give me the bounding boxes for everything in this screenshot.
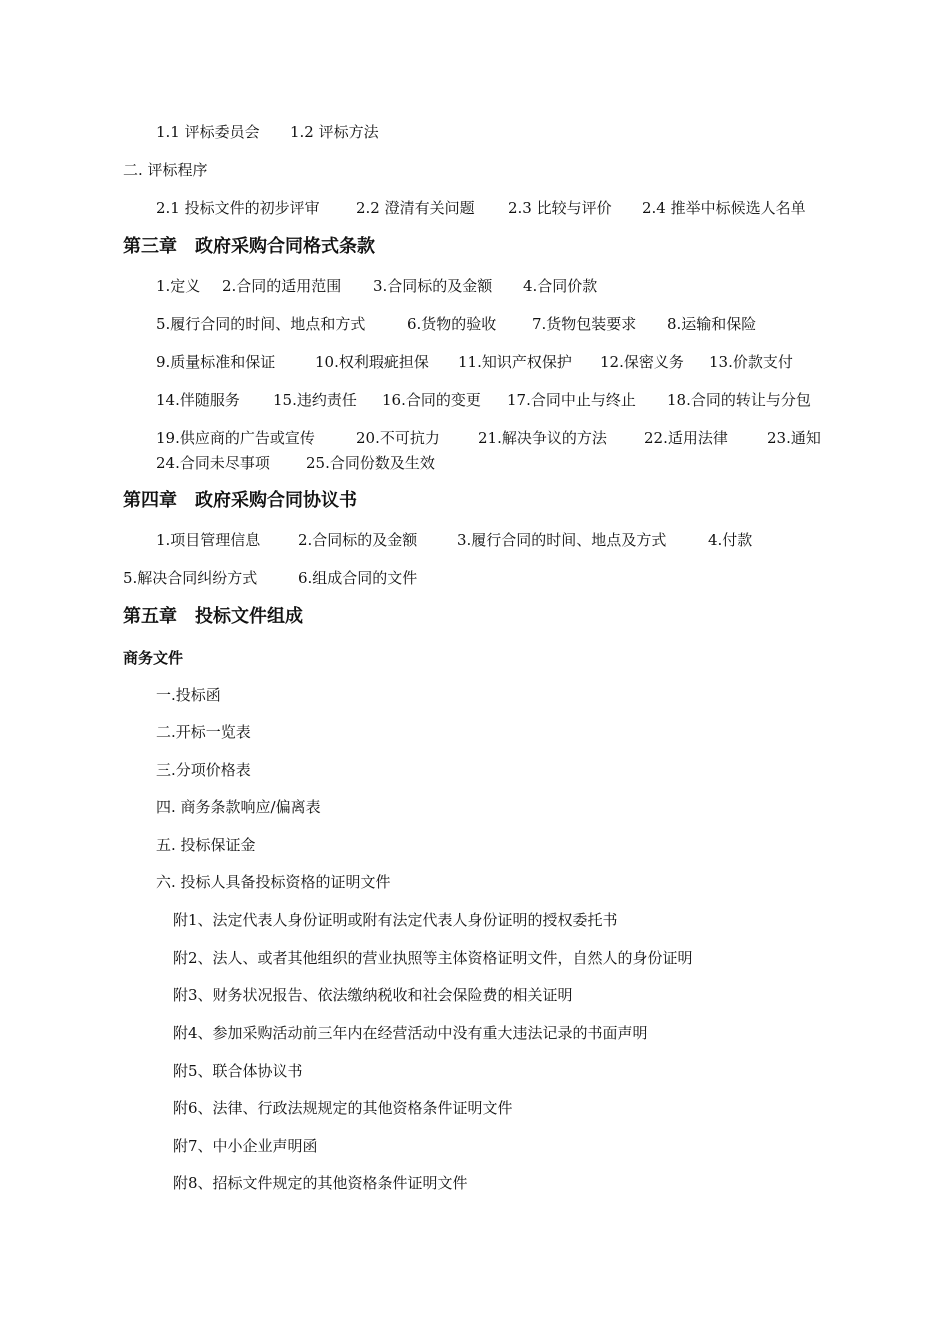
ch4-item: 6.组成合同的文件: [298, 569, 418, 587]
ch3-item: 15.违约责任: [273, 391, 357, 409]
ch3-item: 3.合同标的及金额: [373, 277, 493, 295]
ch3-item: 18.合同的转让与分包: [667, 391, 811, 409]
ch3-item: 2.合同的适用范围: [222, 277, 342, 295]
ch3-item: 6.货物的验收: [407, 315, 497, 333]
ch4-item: 4.付款: [708, 531, 753, 549]
ch5-item: 二.开标一览表: [156, 723, 251, 741]
sec1-item: 1.1 评标委员会: [156, 123, 260, 141]
ch4-item: 1.项目管理信息: [156, 531, 261, 549]
ch3-row: [156, 390, 811, 410]
ch3-item: 19.供应商的广告或宣传: [156, 429, 315, 447]
ch3-item: 13.价款支付: [709, 353, 793, 371]
ch4-row: [123, 568, 417, 588]
ch3-row: [156, 276, 597, 296]
ch5-item: 一.投标函: [156, 686, 221, 704]
ch3-row: [156, 428, 821, 448]
ch3-row: [156, 453, 435, 473]
ch3-item: 12.保密义务: [600, 353, 684, 371]
ch5-item: 三.分项价格表: [156, 761, 251, 779]
ch3-item: 20.不可抗力: [356, 429, 440, 447]
chapter-5-title: 第五章 投标文件组成: [123, 606, 303, 627]
sec2-item: 2.4 推举中标候选人名单: [642, 199, 806, 217]
attachment-item: 附3、财务状况报告、依法缴纳税收和社会保险费的相关证明: [173, 986, 573, 1004]
sec1-item: 1.2 评标方法: [290, 123, 379, 141]
ch4-item: 3.履行合同的时间、地点及方式: [457, 531, 667, 549]
ch3-row: [156, 314, 756, 334]
ch3-item: 24.合同未尽事项: [156, 454, 270, 472]
attachment-item: 附1、法定代表人身份证明或附有法定代表人身份证明的授权委托书: [173, 911, 618, 929]
ch3-item: 4.合同价款: [523, 277, 598, 295]
attachment-item: 附8、招标文件规定的其他资格条件证明文件: [173, 1174, 468, 1192]
ch3-item: 21.解决争议的方法: [478, 429, 607, 447]
ch3-item: 22.适用法律: [644, 429, 728, 447]
ch3-item: 8.运输和保险: [667, 315, 757, 333]
ch5-item: 四. 商务条款响应/偏离表: [156, 798, 321, 816]
ch3-item: 16.合同的变更: [382, 391, 481, 409]
ch3-item: 1.定义: [156, 277, 201, 295]
sec2-item: 2.3 比较与评价: [508, 199, 612, 217]
ch3-item: 25.合同份数及生效: [306, 454, 435, 472]
ch3-item: 17.合同中止与终止: [507, 391, 636, 409]
ch3-item: 23.通知: [767, 429, 821, 447]
attachment-item: 附7、中小企业声明函: [173, 1137, 318, 1155]
sec2-title: 二. 评标程序: [123, 161, 208, 179]
ch3-item: 7.货物包装要求: [532, 315, 637, 333]
business-docs-subtitle: 商务文件: [123, 649, 184, 667]
ch4-row: [156, 530, 752, 550]
attachment-item: 附5、联合体协议书: [173, 1062, 303, 1080]
ch5-item: 六. 投标人具备投标资格的证明文件: [156, 873, 391, 891]
sec2-item: 2.1 投标文件的初步评审: [156, 199, 320, 217]
ch3-item: 10.权利瑕疵担保: [315, 353, 429, 371]
ch4-item: 2.合同标的及金额: [298, 531, 418, 549]
ch3-item: 14.伴随服务: [156, 391, 240, 409]
chapter-4-title: 第四章 政府采购合同协议书: [123, 490, 357, 511]
sec1-items-line: [156, 122, 379, 142]
ch5-item: 五. 投标保证金: [156, 836, 256, 854]
ch3-item: 9.质量标准和保证: [156, 353, 276, 371]
sec2-items-line: [156, 198, 806, 218]
attachment-item: 附2、法人、或者其他组织的营业执照等主体资格证明文件，自然人的身份证明: [173, 949, 693, 967]
chapter-3-title: 第三章 政府采购合同格式条款: [123, 236, 375, 257]
attachment-item: 附6、法律、行政法规规定的其他资格条件证明文件: [173, 1099, 513, 1117]
ch4-item: 5.解决合同纠纷方式: [123, 569, 258, 587]
ch3-item: 5.履行合同的时间、地点和方式: [156, 315, 366, 333]
sec2-item: 2.2 澄清有关问题: [356, 199, 475, 217]
ch3-row: [156, 352, 793, 372]
ch3-item: 11.知识产权保护: [458, 353, 572, 371]
attachment-item: 附4、参加采购活动前三年内在经营活动中没有重大违法记录的书面声明: [173, 1024, 648, 1042]
